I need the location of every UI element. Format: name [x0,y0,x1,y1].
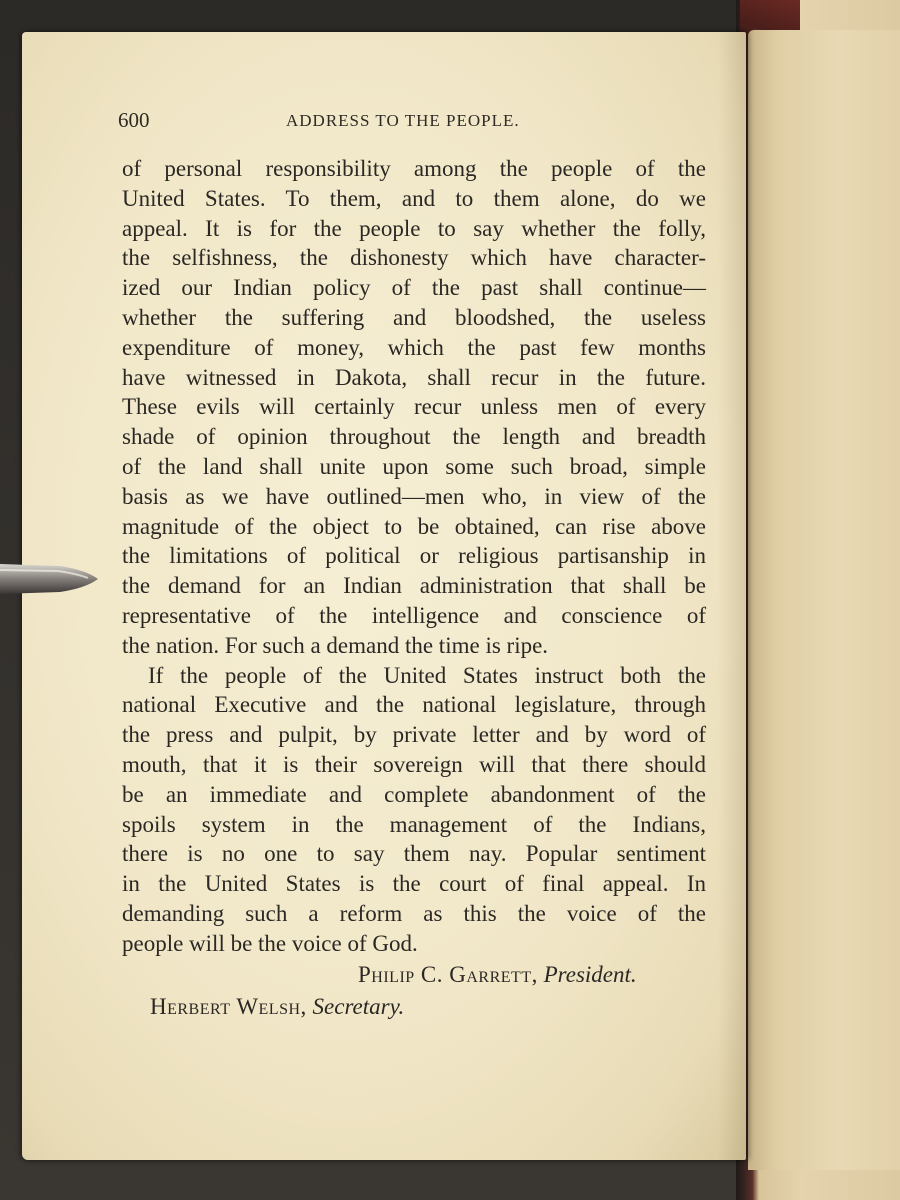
president-signature [358,962,637,988]
text-line: national Executive and the national legislature, through [122,692,706,718]
page-number: 600 [118,108,150,132]
text-line: representative of the intelligence and conscience of [122,602,706,628]
book-page [22,32,746,1160]
text-line: basis as we have outlined—men who, in view of the [122,483,706,509]
text-line: shade of opinion throughout the length and breadth [122,424,706,450]
text-line: the press and pulpit, by private letter and by word of [122,722,706,748]
text-line: appeal. It is for the people to say whether the folly, [122,215,706,241]
text-line: people will be the voice of God. [122,930,418,956]
text-line: ized our Indian policy of the past shall continue— [122,275,706,301]
text-line: of personal responsibility among the people of the [122,156,706,181]
text-line: the limitations of political or religious partisanship in [122,543,706,569]
text-line: there is no one to say them nay. Popular sentiment [122,841,706,867]
page-gutter-shadow [718,32,746,1160]
secretary-name: Herbert Welsh, [150,994,307,1019]
facing-page [748,30,900,1170]
page-header [118,108,678,138]
text-line: be an immediate and complete abandonment of the [122,781,706,807]
text-line: These evils will certainly recur unless men of every [122,394,706,420]
president-title: President. [543,962,637,987]
secretary-signature [150,994,404,1020]
text-line: whether the suffering and bloodshed, the useless [122,304,706,330]
text-line: demanding such a reform as this the voice of the [122,900,706,926]
text-line: If the people of the United States instruct both the [148,662,706,688]
text-line: expenditure of money, which the past few months [122,334,706,360]
text-line: mouth, that it is their sovereign will that there should [122,751,706,777]
president-name: Philip C. Garrett, [358,962,538,987]
secretary-title: Secretary. [312,994,405,1019]
text-line: United States. To them, and to them alone, do we [122,185,706,211]
text-line: in the United States is the court of final appeal. In [122,871,706,897]
running-head: ADDRESS TO THE PEOPLE. [286,111,520,130]
text-line: spoils system in the management of the Indians, [122,811,706,837]
text-line: the selfishness, the dishonesty which have character- [122,245,706,271]
text-line: of the land shall unite upon some such broad, simple [122,453,706,479]
pen-pointer-icon [0,556,100,602]
text-line: have witnessed in Dakota, shall recur in the future. [122,364,706,390]
text-line: the demand for an Indian administration that shall be [122,573,706,599]
text-line: the nation. For such a demand the time is ripe. [122,632,549,658]
body-text [122,154,706,959]
text-line: magnitude of the object to be obtained, can rise above [122,513,706,539]
